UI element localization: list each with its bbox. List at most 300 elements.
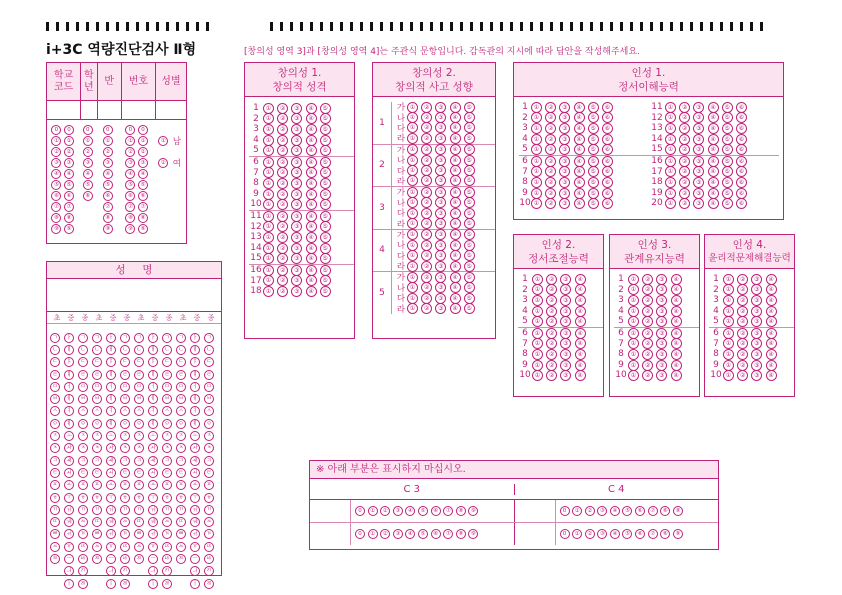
answer-bubble[interactable]: ②: [642, 360, 653, 371]
answer-bubble[interactable]: ④: [83, 169, 93, 179]
answer-bubble[interactable]: ①: [723, 284, 734, 295]
answer-bubble[interactable]: ⑥: [103, 191, 113, 201]
answer-bubble[interactable]: ③: [751, 338, 762, 349]
answer-bubble[interactable]: ㅠ: [64, 542, 74, 552]
answer-bubble[interactable]: ⑤: [464, 175, 475, 186]
answer-bubble[interactable]: ㅈ: [50, 431, 60, 441]
answer-bubble[interactable]: ①: [407, 102, 418, 113]
answer-bubble[interactable]: ③: [656, 316, 667, 327]
answer-bubble[interactable]: ㄹ: [134, 370, 144, 380]
answer-bubble[interactable]: ③: [693, 156, 704, 167]
answer-bubble[interactable]: ㄺ: [162, 566, 172, 576]
answer-bubble[interactable]: ⑥: [635, 529, 645, 539]
answer-bubble[interactable]: ⑤: [722, 166, 733, 177]
answer-bubble[interactable]: ㅘ: [64, 443, 74, 453]
answer-bubble[interactable]: ㅕ: [148, 406, 158, 416]
id-write-cell[interactable]: [98, 101, 122, 119]
answer-bubble[interactable]: ⑤: [464, 187, 475, 198]
answer-bubble[interactable]: ㅋ: [162, 456, 172, 466]
answer-bubble[interactable]: ⑤: [588, 112, 599, 123]
answer-bubble[interactable]: ②: [679, 166, 690, 177]
answer-bubble[interactable]: ⑥: [64, 191, 74, 201]
answer-bubble[interactable]: ③: [656, 284, 667, 295]
answer-bubble[interactable]: ③: [559, 156, 570, 167]
answer-bubble[interactable]: ①: [532, 295, 543, 306]
answer-bubble[interactable]: ①: [723, 349, 734, 360]
answer-bubble[interactable]: ㅞ: [148, 517, 158, 527]
answer-bubble[interactable]: ④: [306, 145, 317, 156]
answer-bubble[interactable]: ⑤: [51, 180, 61, 190]
answer-bubble[interactable]: ㅍ: [162, 480, 172, 490]
answer-bubble[interactable]: ⑤: [464, 218, 475, 229]
answer-bubble[interactable]: ㅌ: [92, 468, 102, 478]
answer-bubble[interactable]: ⑤: [464, 293, 475, 304]
answer-bubble[interactable]: ③: [435, 303, 446, 314]
answer-bubble[interactable]: ㅉ: [176, 554, 186, 564]
answer-bubble[interactable]: ⑦: [443, 529, 453, 539]
answer-bubble[interactable]: ②: [421, 175, 432, 186]
answer-bubble[interactable]: ㅆ: [50, 542, 60, 552]
answer-bubble[interactable]: ②: [421, 240, 432, 251]
answer-bubble[interactable]: ④: [574, 102, 585, 113]
answer-bubble[interactable]: ③: [435, 282, 446, 293]
answer-bubble[interactable]: ⑥: [736, 188, 747, 199]
answer-bubble[interactable]: ⑨: [125, 224, 135, 234]
answer-bubble[interactable]: ㅁ: [176, 382, 186, 392]
answer-bubble[interactable]: ㅚ: [148, 468, 158, 478]
answer-bubble[interactable]: ②: [546, 274, 557, 285]
answer-bubble[interactable]: ①: [263, 145, 274, 156]
answer-bubble[interactable]: ③: [751, 349, 762, 360]
answer-bubble[interactable]: ⑥: [83, 191, 93, 201]
answer-bubble[interactable]: ②: [546, 349, 557, 360]
answer-bubble[interactable]: ㅈ: [176, 431, 186, 441]
answer-bubble[interactable]: ②: [277, 113, 288, 124]
answer-bubble[interactable]: ⑧: [660, 506, 670, 516]
answer-bubble[interactable]: ①: [125, 136, 135, 146]
answer-bubble[interactable]: ①: [263, 103, 274, 114]
answer-bubble[interactable]: ③: [693, 102, 704, 113]
answer-bubble[interactable]: ④: [574, 177, 585, 188]
answer-bubble[interactable]: ⑥: [602, 177, 613, 188]
answer-bubble[interactable]: ⑤: [722, 156, 733, 167]
answer-bubble[interactable]: ①: [723, 338, 734, 349]
answer-bubble[interactable]: ②: [277, 178, 288, 189]
answer-bubble[interactable]: ㅃ: [134, 529, 144, 539]
answer-bubble[interactable]: ③: [291, 253, 302, 264]
answer-bubble[interactable]: ④: [671, 284, 682, 295]
answer-bubble[interactable]: ④: [766, 328, 777, 339]
answer-bubble[interactable]: ㅜ: [148, 493, 158, 503]
answer-bubble[interactable]: ⑤: [320, 275, 331, 286]
answer-bubble[interactable]: ④: [306, 189, 317, 200]
answer-bubble[interactable]: ⑥: [736, 156, 747, 167]
answer-bubble[interactable]: ②: [138, 147, 148, 157]
answer-bubble[interactable]: ㅅ: [120, 406, 130, 416]
answer-bubble[interactable]: ①: [263, 211, 274, 222]
answer-bubble[interactable]: ㅋ: [134, 456, 144, 466]
answer-bubble[interactable]: ㅅ: [50, 406, 60, 416]
answer-bubble[interactable]: ①: [628, 328, 639, 339]
answer-bubble[interactable]: ④: [306, 103, 317, 114]
answer-bubble[interactable]: ㅎ: [92, 493, 102, 503]
answer-bubble[interactable]: ④: [306, 113, 317, 124]
answer-bubble[interactable]: ㄷ: [176, 357, 186, 367]
answer-bubble[interactable]: ③: [291, 113, 302, 124]
answer-bubble[interactable]: ①: [263, 253, 274, 264]
answer-bubble[interactable]: ㄲ: [120, 505, 130, 515]
answer-bubble[interactable]: ①: [532, 338, 543, 349]
answer-bubble[interactable]: ⑤: [722, 112, 733, 123]
answer-bubble[interactable]: ③: [559, 177, 570, 188]
answer-bubble[interactable]: ④: [450, 240, 461, 251]
answer-bubble[interactable]: ④: [306, 135, 317, 146]
answer-bubble[interactable]: ③: [291, 286, 302, 297]
answer-bubble[interactable]: ㅟ: [64, 529, 74, 539]
answer-bubble[interactable]: ⑦: [51, 202, 61, 212]
answer-bubble[interactable]: ㅟ: [106, 529, 116, 539]
answer-bubble[interactable]: ①: [531, 198, 542, 209]
answer-bubble[interactable]: ⑦: [443, 506, 453, 516]
answer-bubble[interactable]: ④: [450, 112, 461, 123]
answer-bubble[interactable]: ②: [679, 112, 690, 123]
answer-bubble[interactable]: ㅢ: [190, 566, 200, 576]
answer-bubble[interactable]: ⑤: [464, 208, 475, 219]
answer-bubble[interactable]: ㅐ: [190, 345, 200, 355]
answer-bubble[interactable]: ③: [435, 208, 446, 219]
answer-bubble[interactable]: ④: [306, 211, 317, 222]
answer-bubble[interactable]: ①: [665, 123, 676, 134]
answer-bubble[interactable]: ㄻ: [78, 579, 88, 589]
answer-bubble[interactable]: ④: [51, 169, 61, 179]
answer-bubble[interactable]: ㅢ: [106, 566, 116, 576]
answer-bubble[interactable]: ①: [531, 166, 542, 177]
answer-bubble[interactable]: ④: [575, 349, 586, 360]
answer-bubble[interactable]: ③: [393, 529, 403, 539]
answer-bubble[interactable]: ④: [610, 529, 620, 539]
answer-bubble[interactable]: ㄹ: [50, 370, 60, 380]
answer-bubble[interactable]: ④: [450, 165, 461, 176]
answer-bubble[interactable]: ㅒ: [106, 370, 116, 380]
answer-bubble[interactable]: ①: [407, 250, 418, 261]
answer-bubble[interactable]: ③: [656, 349, 667, 360]
answer-bubble[interactable]: ⑥: [736, 144, 747, 155]
answer-bubble[interactable]: ㄵ: [204, 542, 214, 552]
answer-bubble[interactable]: ①: [532, 360, 543, 371]
answer-bubble[interactable]: ㅖ: [148, 419, 158, 429]
answer-bubble[interactable]: ㅆ: [204, 517, 214, 527]
answer-bubble[interactable]: ④: [306, 253, 317, 264]
answer-bubble[interactable]: ㅣ: [106, 579, 116, 589]
answer-bubble[interactable]: ④: [306, 232, 317, 243]
answer-bubble[interactable]: ㅋ: [78, 456, 88, 466]
answer-bubble[interactable]: ㅎ: [204, 493, 214, 503]
answer-bubble[interactable]: ④: [766, 274, 777, 285]
answer-bubble[interactable]: ②: [421, 112, 432, 123]
answer-bubble[interactable]: ㅆ: [92, 542, 102, 552]
answer-bubble[interactable]: ⑨: [468, 506, 478, 516]
answer-bubble[interactable]: ⑤: [622, 529, 632, 539]
answer-bubble[interactable]: ⑤: [320, 167, 331, 178]
answer-bubble[interactable]: ㄹ: [78, 370, 88, 380]
answer-bubble[interactable]: ㅅ: [134, 406, 144, 416]
answer-bubble[interactable]: ②: [545, 177, 556, 188]
answer-bubble[interactable]: ①: [531, 177, 542, 188]
answer-bubble[interactable]: ⑤: [588, 188, 599, 199]
answer-bubble[interactable]: ㄹ: [204, 370, 214, 380]
answer-bubble[interactable]: ㅙ: [106, 456, 116, 466]
answer-bubble[interactable]: ㄴ: [78, 345, 88, 355]
answer-bubble[interactable]: ㅉ: [92, 554, 102, 564]
answer-bubble[interactable]: ㅏ: [64, 333, 74, 343]
answer-bubble[interactable]: ②: [679, 144, 690, 155]
answer-bubble[interactable]: ㅐ: [106, 345, 116, 355]
answer-bubble[interactable]: ④: [574, 134, 585, 145]
answer-bubble[interactable]: ①: [407, 208, 418, 219]
answer-bubble[interactable]: ⑦: [125, 202, 135, 212]
answer-bubble[interactable]: ㄸ: [176, 517, 186, 527]
answer-bubble[interactable]: ⑤: [320, 232, 331, 243]
answer-bubble[interactable]: ②: [545, 166, 556, 177]
answer-bubble[interactable]: ③: [291, 232, 302, 243]
answer-bubble[interactable]: ②: [642, 370, 653, 381]
answer-bubble[interactable]: ㅎ: [78, 493, 88, 503]
answer-bubble[interactable]: ⑤: [64, 180, 74, 190]
answer-bubble[interactable]: ②: [421, 250, 432, 261]
answer-bubble[interactable]: ④: [450, 303, 461, 314]
answer-bubble[interactable]: 0: [125, 125, 135, 135]
answer-bubble[interactable]: ④: [575, 370, 586, 381]
answer-bubble[interactable]: ㄹ: [176, 370, 186, 380]
answer-bubble[interactable]: ㅉ: [50, 554, 60, 564]
answer-bubble[interactable]: ①: [368, 506, 378, 516]
answer-bubble[interactable]: ②: [737, 338, 748, 349]
answer-bubble[interactable]: ④: [766, 360, 777, 371]
answer-bubble[interactable]: ②: [421, 272, 432, 283]
answer-bubble[interactable]: ④: [708, 177, 719, 188]
answer-bubble[interactable]: ⑧: [64, 213, 74, 223]
answer-bubble[interactable]: ③: [291, 167, 302, 178]
answer-bubble[interactable]: ㅆ: [176, 542, 186, 552]
answer-bubble[interactable]: ⑤: [418, 506, 428, 516]
answer-bubble[interactable]: ③: [291, 211, 302, 222]
answer-bubble[interactable]: ②: [277, 286, 288, 297]
answer-bubble[interactable]: ⑤: [722, 144, 733, 155]
answer-bubble[interactable]: ㄸ: [50, 517, 60, 527]
answer-bubble[interactable]: ④: [306, 221, 317, 232]
answer-bubble[interactable]: 0: [51, 125, 61, 135]
answer-bubble[interactable]: ②: [679, 198, 690, 209]
answer-bubble[interactable]: ⑥: [125, 191, 135, 201]
answer-bubble[interactable]: ①: [531, 188, 542, 199]
answer-bubble[interactable]: ②: [421, 187, 432, 198]
answer-bubble[interactable]: ㄲ: [92, 505, 102, 515]
answer-bubble[interactable]: ㅟ: [148, 529, 158, 539]
answer-bubble[interactable]: ②: [421, 155, 432, 166]
answer-bubble[interactable]: ③: [435, 122, 446, 133]
answer-bubble[interactable]: ⑨: [138, 224, 148, 234]
answer-bubble[interactable]: ①: [723, 370, 734, 381]
answer-bubble[interactable]: ④: [671, 306, 682, 317]
answer-bubble[interactable]: ③: [435, 197, 446, 208]
answer-bubble[interactable]: ①: [628, 284, 639, 295]
answer-bubble[interactable]: ④: [450, 261, 461, 272]
answer-bubble[interactable]: ㅊ: [176, 443, 186, 453]
answer-bubble[interactable]: ③: [751, 316, 762, 327]
answer-bubble[interactable]: ㅎ: [120, 493, 130, 503]
answer-bubble[interactable]: ㄴ: [162, 345, 172, 355]
answer-bubble[interactable]: ②: [421, 282, 432, 293]
answer-bubble[interactable]: ①: [138, 136, 148, 146]
answer-bubble[interactable]: ㄹ: [92, 370, 102, 380]
answer-bubble[interactable]: ⑨: [673, 506, 683, 516]
answer-bubble[interactable]: ②: [546, 295, 557, 306]
answer-bubble[interactable]: ②: [679, 188, 690, 199]
answer-bubble[interactable]: ④: [306, 286, 317, 297]
answer-bubble[interactable]: ④: [450, 102, 461, 113]
id-write-cell[interactable]: [81, 101, 98, 119]
answer-bubble[interactable]: ④: [306, 178, 317, 189]
answer-bubble[interactable]: ③: [560, 360, 571, 371]
answer-bubble[interactable]: ㅇ: [50, 419, 60, 429]
answer-bubble[interactable]: ⑥: [138, 191, 148, 201]
answer-bubble[interactable]: ㅝ: [190, 505, 200, 515]
answer-bubble[interactable]: ㄲ: [176, 505, 186, 515]
answer-bubble[interactable]: ㅢ: [148, 566, 158, 576]
answer-bubble[interactable]: ②: [125, 147, 135, 157]
answer-bubble[interactable]: ㅂ: [78, 394, 88, 404]
answer-bubble[interactable]: ②: [642, 306, 653, 317]
answer-bubble[interactable]: ④: [671, 274, 682, 285]
answer-bubble[interactable]: ③: [435, 175, 446, 186]
answer-bubble[interactable]: ①: [628, 316, 639, 327]
answer-bubble[interactable]: ㅁ: [134, 382, 144, 392]
answer-bubble[interactable]: ④: [450, 197, 461, 208]
answer-bubble[interactable]: ⑦: [648, 506, 658, 516]
answer-bubble[interactable]: ③: [560, 274, 571, 285]
answer-bubble[interactable]: ③: [51, 158, 61, 168]
answer-bubble[interactable]: ④: [138, 169, 148, 179]
answer-bubble[interactable]: ①: [407, 112, 418, 123]
answer-bubble[interactable]: ③: [560, 328, 571, 339]
answer-bubble[interactable]: ㅏ: [190, 333, 200, 343]
answer-bubble[interactable]: ③: [693, 123, 704, 134]
answer-bubble[interactable]: ②: [51, 147, 61, 157]
answer-bubble[interactable]: ③: [291, 189, 302, 200]
answer-bubble[interactable]: ⑤: [464, 165, 475, 176]
answer-bubble[interactable]: ③: [435, 102, 446, 113]
answer-bubble[interactable]: ㅇ: [162, 419, 172, 429]
answer-bubble[interactable]: ①: [263, 243, 274, 254]
answer-bubble[interactable]: ㅡ: [106, 554, 116, 564]
answer-bubble[interactable]: ①: [628, 338, 639, 349]
answer-bubble[interactable]: ④: [708, 123, 719, 134]
answer-bubble[interactable]: ㅣ: [64, 579, 74, 589]
answer-bubble[interactable]: ㅚ: [106, 468, 116, 478]
answer-bubble[interactable]: ①: [407, 240, 418, 251]
answer-bubble[interactable]: ㄷ: [78, 357, 88, 367]
answer-bubble[interactable]: ⑤: [125, 180, 135, 190]
answer-bubble[interactable]: ⑦: [648, 529, 658, 539]
answer-bubble[interactable]: ④: [574, 188, 585, 199]
answer-bubble[interactable]: ②: [380, 506, 390, 516]
answer-bubble[interactable]: ④: [574, 156, 585, 167]
answer-bubble[interactable]: ②: [585, 506, 595, 516]
answer-bubble[interactable]: ④: [450, 175, 461, 186]
answer-bubble[interactable]: ③: [435, 165, 446, 176]
answer-bubble[interactable]: ④: [575, 274, 586, 285]
answer-bubble[interactable]: ㅌ: [120, 468, 130, 478]
answer-bubble[interactable]: ㅏ: [106, 333, 116, 343]
answer-bubble[interactable]: ⑤: [320, 286, 331, 297]
answer-bubble[interactable]: ㄲ: [50, 505, 60, 515]
answer-bubble[interactable]: ②: [421, 303, 432, 314]
answer-bubble[interactable]: ㅡ: [148, 554, 158, 564]
answer-bubble[interactable]: ④: [575, 316, 586, 327]
answer-bubble[interactable]: ㅁ: [120, 382, 130, 392]
answer-bubble[interactable]: ㅃ: [176, 529, 186, 539]
answer-bubble[interactable]: ③: [435, 155, 446, 166]
answer-bubble[interactable]: ④: [766, 370, 777, 381]
answer-bubble[interactable]: ㅂ: [162, 394, 172, 404]
answer-bubble[interactable]: ①: [628, 274, 639, 285]
answer-bubble[interactable]: ④: [708, 102, 719, 113]
answer-bubble[interactable]: 0: [83, 125, 93, 135]
answer-bubble[interactable]: ⑤: [722, 134, 733, 145]
answer-bubble[interactable]: ㄴ: [176, 345, 186, 355]
answer-bubble[interactable]: ④: [610, 506, 620, 516]
answer-bubble[interactable]: ㅂ: [50, 394, 60, 404]
answer-bubble[interactable]: ③: [751, 284, 762, 295]
answer-bubble[interactable]: ㅜ: [106, 493, 116, 503]
answer-bubble[interactable]: ②: [277, 232, 288, 243]
answer-bubble[interactable]: ㅑ: [64, 357, 74, 367]
answer-bubble[interactable]: ②: [277, 103, 288, 114]
answer-bubble[interactable]: ③: [597, 506, 607, 516]
answer-bubble[interactable]: ④: [574, 112, 585, 123]
answer-bubble[interactable]: ㅒ: [64, 370, 74, 380]
answer-bubble[interactable]: ㅇ: [92, 419, 102, 429]
answer-bubble[interactable]: ④: [306, 167, 317, 178]
answer-bubble[interactable]: ②: [642, 328, 653, 339]
answer-bubble[interactable]: ④: [574, 166, 585, 177]
answer-bubble[interactable]: ②: [545, 156, 556, 167]
answer-bubble[interactable]: ③: [138, 158, 148, 168]
answer-bubble[interactable]: ㄱ: [120, 333, 130, 343]
answer-bubble[interactable]: ⑤: [320, 199, 331, 210]
answer-bubble[interactable]: ②: [737, 370, 748, 381]
answer-bubble[interactable]: ③: [560, 370, 571, 381]
answer-bubble[interactable]: ㅈ: [92, 431, 102, 441]
answer-bubble[interactable]: ㅆ: [78, 517, 88, 527]
answer-bubble[interactable]: ④: [708, 166, 719, 177]
answer-bubble[interactable]: ①: [263, 113, 274, 124]
answer-bubble[interactable]: ㅞ: [64, 517, 74, 527]
answer-bubble[interactable]: ㅞ: [106, 517, 116, 527]
answer-bubble[interactable]: ㅖ: [106, 419, 116, 429]
answer-bubble[interactable]: ㅕ: [64, 406, 74, 416]
answer-bubble[interactable]: ㅁ: [92, 382, 102, 392]
answer-bubble[interactable]: ⑥: [736, 123, 747, 134]
answer-bubble[interactable]: ㅍ: [204, 480, 214, 490]
answer-bubble[interactable]: ⑥: [431, 506, 441, 516]
answer-bubble[interactable]: ㅣ: [190, 579, 200, 589]
answer-bubble[interactable]: ㄶ: [162, 554, 172, 564]
answer-bubble[interactable]: ㅊ: [120, 443, 130, 453]
answer-bubble[interactable]: ㅇ: [120, 419, 130, 429]
answer-bubble[interactable]: ②: [277, 199, 288, 210]
answer-bubble[interactable]: ①: [572, 529, 582, 539]
